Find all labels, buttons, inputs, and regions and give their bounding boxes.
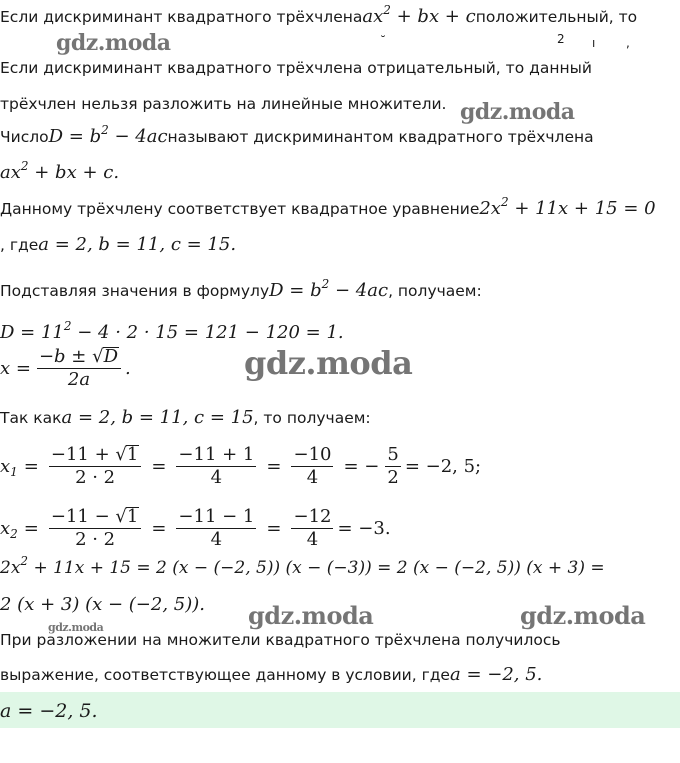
discriminant-calculation: $D = 11^2 - 4 \cdot 2 \cdot 15 = 121 - 120 = 1$. — [0, 319, 344, 343]
watermark-logo: gdz.moda — [520, 601, 646, 630]
roots-formula-lhs: x = — [0, 358, 31, 379]
clipped-line: ˘ 2 ı , — [380, 32, 630, 50]
trinomial-expression-2: $ax^2$ + bx + c. — [0, 159, 120, 183]
equation-line — [0, 195, 656, 219]
conclusion-text-1: При разложении на множители квадратного трёхчлена получилось — [0, 631, 561, 649]
conclusion-text-2: выражение, соответствующее данному в условии, где — [0, 665, 450, 684]
x1-fraction-2: $\frac{-11 + 1}{4}$ — [178, 444, 255, 489]
x2-fraction-3: $\frac{-12}{4}$ — [293, 506, 332, 551]
since-label: Так как — [0, 408, 62, 427]
conclusion-value: a = −2, 5. — [449, 664, 543, 685]
roots-formula-num: −b ± √D — [38, 346, 119, 367]
discriminant-definition-line — [0, 123, 594, 147]
x1-fraction-1: $\frac{-11 + √1}{2 \cdot 2}$ — [49, 444, 141, 489]
coefficients-expr: a = 2, b = 11, c = 15. — [38, 234, 237, 255]
since-coefficients: a = 2, b = 11, c = 15 — [61, 407, 254, 428]
discriminant-formula-2: $D = b^2 - 4ac$ — [269, 277, 389, 301]
x1-fraction-4: $\frac{5}{2}$ — [387, 444, 399, 489]
roots-formula-fraction — [37, 346, 121, 391]
x2-fraction-1: $\frac{-11 - √1}{2 \cdot 2}$ — [49, 506, 141, 551]
x2-fraction-2: $\frac{-11 - 1}{4}$ — [178, 506, 255, 551]
watermark-logo: gdz.moda — [460, 99, 575, 125]
intro-text: Если дискриминант квадратного трёхчлена — [0, 7, 363, 26]
conclusion-line-2 — [0, 664, 542, 685]
negative-discriminant-text: Если дискриминант квадратного трёхчлена отрицательный, то данный — [0, 59, 592, 77]
x2-computation: $x_2$ = $\frac{-11 - √1}{2 \cdot 2}$ = $\frac{-11 - 1}{4}$ = $\frac{-12}{4}$ = −3. — [0, 506, 391, 551]
roots-formula-line: x = $\frac{-b \pm √D}{2a}$ . — [0, 346, 131, 391]
answer-line — [0, 700, 98, 722]
equation-intro: Данному трёхчлену соответствует квадратное уравнение — [0, 199, 480, 218]
since-line — [0, 407, 371, 428]
substitution-line — [0, 277, 482, 301]
trinomial-line — [0, 159, 120, 183]
substitution-tail: , получаем: — [388, 281, 482, 300]
where-label: , где — [0, 235, 39, 254]
watermark-logo: gdz.moda — [56, 30, 171, 56]
coefficients-line — [0, 234, 236, 255]
x1-computation: $x_1$ = $\frac{-11 + √1}{2 \cdot 2}$ = $\frac{-11 + 1}{4}$ = $\frac{-10}{4}$ = − $\frac{5}{2}$ = −2, 5; — [0, 444, 482, 489]
x1-fraction-3: $\frac{-10}{4}$ — [293, 444, 332, 489]
since-tail: , то получаем: — [253, 408, 371, 427]
trinomial-expression: $ax^2$ + bx + c — [362, 3, 476, 27]
x2-result: = −3. — [337, 518, 391, 539]
substitution-intro: Подставляя значения в формулу — [0, 281, 270, 300]
factorization-line-2 — [0, 594, 205, 615]
watermark-logo: gdz.moda — [48, 621, 104, 634]
x1-label: $x_1$ — [0, 456, 18, 480]
factorization-line-1 — [0, 554, 605, 578]
discriminant-formula: $D = b^2 - 4ac$ — [48, 123, 168, 147]
answer-value: a = −2, 5. — [0, 700, 98, 722]
definition-tail: называют дискриминантом квадратного трёхчлена — [167, 127, 594, 146]
quadratic-equation: $2x^2 + 11x + 15 = 0$ — [479, 195, 656, 219]
factorization-expr-1: $2x^2 + 11x + 15 = 2$ (x − (−2, 5)) (x − (−3)) = 2 (x − (−2, 5)) (x + 3) = — [0, 554, 605, 578]
watermark-logo: gdz.moda — [244, 344, 413, 382]
intro-tail: положительный, то — [475, 7, 638, 26]
no-linear-factors-text: трёхчлен нельзя разложить на линейные множители. — [0, 95, 447, 113]
number-label: Число — [0, 127, 49, 146]
x1-result: = −2, 5; — [404, 456, 482, 478]
watermark-logo: gdz.moda — [248, 601, 374, 630]
roots-formula-den: 2a — [67, 369, 91, 391]
answer-box — [0, 692, 680, 728]
x2-label: $x_2$ — [0, 518, 18, 541]
factorization-expr-2: 2 (x + 3) (x − (−2, 5)). — [0, 594, 205, 615]
discriminant-calc-line — [0, 319, 344, 343]
intro-line-1 — [0, 3, 638, 27]
